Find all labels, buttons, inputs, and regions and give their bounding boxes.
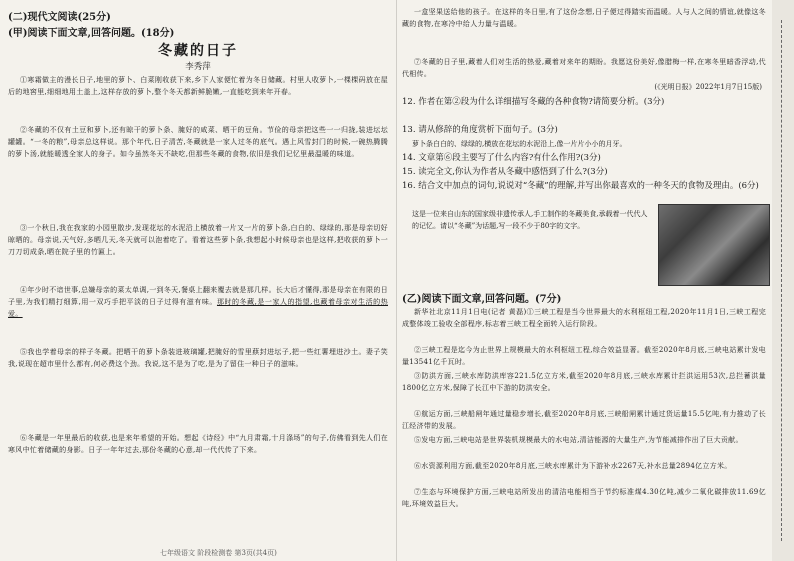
dried-food-photo	[658, 204, 770, 286]
right-column	[398, 0, 770, 561]
news-paragraph-1: 新华社北京11月1日电(记者 黄磊)①三峡工程是当今世界最大的水利枢纽工程,2020年11月1日,三峡工程完成整体竣工验收全部程序,标志着三峡工程全面转入运行阶段。	[402, 308, 766, 329]
news-paragraph-3: ③防洪方面,三峡水库防洪库容221.5亿立方米,截至2020年8月底,三峡水库累计拦洪运用53次,总拦蓄洪量1800亿立方米,保障了长江中下游的防洪安全。	[402, 372, 766, 393]
paragraph-1: ①寒霜做主的漫长日子,地里的萝卜、白菜刚收获下来,乡下人家便忙着为冬日储藏。村里人收萝卜,一棵棵码放在屋后的地窖里,细细地用土盖上,这样存放的萝卜,整个冬天都新鲜脆嫩,一直能吃到来年开春。	[8, 76, 388, 97]
paragraph-6: ⑥冬藏是一年里最后的收获,也是来年希望的开始。想起《诗经》中“九月肃霜,十月涤场”的句子,仿佛看到先人们在寒风中忙着储藏的身影。日子一年年过去,那份冬藏的心意,却一代代传了下来。	[8, 434, 388, 455]
question-13-sentence: 萝卜条白白的、绿绿的,横放在花坛的水泥沿上,像一片片小小的月牙。	[412, 140, 627, 148]
paragraph-4-underlined: 那时的冬藏,是一家人的指望,也藏着母亲对生活的热爱。	[8, 298, 388, 319]
article-source: (《光明日报》2022年1月7日15版)	[654, 83, 762, 91]
question-16-material: 这是一位来自山东的国家级非遗传承人,手工制作的冬藏美食,承载着一代代人的记忆。请以“冬藏”为话题,写一段不少于80字的文字。	[412, 210, 648, 230]
paragraph-5: ⑤我也学着母亲的样子冬藏。把晒干的萝卜条装进玻璃罐,把腌好的雪里蕻封进坛子,把一些红薯埋进沙土。妻子笑我,说现在超市里什么都有,何必费这个劲。我说,这不是为了吃,是为了留住一种日子的滋味。	[8, 348, 388, 369]
news-paragraph-2: ②三峡工程是迄今为止世界上规模最大的水利枢纽工程,综合效益显著。截至2020年8月底,三峡电站累计发电量13541亿千瓦时。	[402, 346, 766, 367]
paragraph-4-text: ④年少时不谙世事,总嫌母亲的菜太单调,一到冬天,餐桌上翻来覆去就是那几样。长大后才懂得,那是母亲在有限的日子里,为我们精打细算,用一双巧手把平淡的日子过得有滋有味。	[8, 286, 388, 307]
cut-line	[781, 20, 782, 541]
question-12: 12. 作者在第②段为什么详细描写冬藏的各种食物?请简要分析。(3分)	[402, 97, 665, 107]
article-title: 冬藏的日子	[158, 43, 238, 59]
section-b-heading: (乙)阅读下面文章,回答问题。(7分)	[402, 294, 562, 305]
paragraph-4	[8, 284, 388, 320]
news-paragraph-4: ④航运方面,三峡船闸年通过量稳步增长,截至2020年8月底,三峡船闸累计通过货运量15.5亿吨,有力推动了长江经济带的发展。	[402, 410, 766, 431]
news-paragraph-7: ⑦生态与环境保护方面,三峡电站所发出的清洁电能相当于节约标准煤4.30亿吨,减少二氧化碳排放11.69亿吨,环境效益巨大。	[402, 488, 766, 509]
question-16: 16. 结合文中加点的词句,说说对“冬藏”的理解,并写出你最喜欢的一种冬天的食物及理由。(6分)	[402, 181, 759, 191]
news-paragraph-6: ⑥水资源利用方面,截至2020年8月底,三峡水库累计为下游补水2267天,补水总量2894亿立方米。	[414, 462, 732, 470]
paragraph-3: ③一个秋日,我在我家的小园里散步,发现花坛的水泥沿上横放着一片又一片的萝卜条,白白的、绿绿的,那是母亲切好晾晒的。母亲说,天气好,多晒几天,冬天就可以泡着吃了。看着这些萝卜条,我想起小时候母亲也是这样,把收获的萝卜一刀刀切成条,晒在院子里的竹匾上。	[8, 224, 388, 257]
paragraph-7: ⑦冬藏的日子里,藏着人们对生活的热爱,藏着对来年的期盼。我愿这份美好,像腊梅一样,在寒冬里暗香浮动,代代相传。	[402, 58, 766, 79]
paragraph-2: ②冬藏的不仅有土豆和萝卜,还有晾干的萝卜条、腌好的咸菜、晒干的豆角。节俭的母亲把这些一一归拢,装进坛坛罐罐。“一冬的粮”,母亲总这样说。那个年代,日子清苦,冬藏就是一家人过冬的底气。遇上风雪封门的时候,一碗热腾腾的萝卜汤,就能暖透全家人的身子。如今虽然冬天不缺吃,但那些冬藏的食物,依旧是我们记忆里最温暖的味道。	[8, 126, 388, 159]
page-footer: 七年级语文 阶段检测卷 第3页(共4页)	[160, 549, 277, 557]
question-15: 15. 读完全文,你认为作者从冬藏中感悟到了什么?(3分)	[402, 167, 608, 177]
news-paragraph-5: ⑤发电方面,三峡电站是世界装机规模最大的水电站,清洁能源的大量生产,为节能减排作出了巨大贡献。	[414, 436, 743, 444]
question-13: 13. 请从修辞的角度赏析下面句子。(3分)	[402, 125, 558, 135]
section-heading: (二)现代文阅读(25分)	[8, 12, 111, 23]
subsection-heading: (甲)阅读下面文章,回答问题。(18分)	[8, 28, 175, 39]
question-14: 14. 文章第⑥段主要写了什么内容?有什么作用?(3分)	[402, 153, 601, 163]
article-author: 李秀萍	[185, 62, 211, 72]
paragraph-continued: 一盒坚果送给他的孩子。在这样的冬日里,有了这份念想,日子便过得踏实而温暖。人与人之间的情谊,就像这冬藏的食物,在寒冷中给人力量与温暖。	[402, 8, 766, 29]
binding-margin	[772, 0, 794, 561]
